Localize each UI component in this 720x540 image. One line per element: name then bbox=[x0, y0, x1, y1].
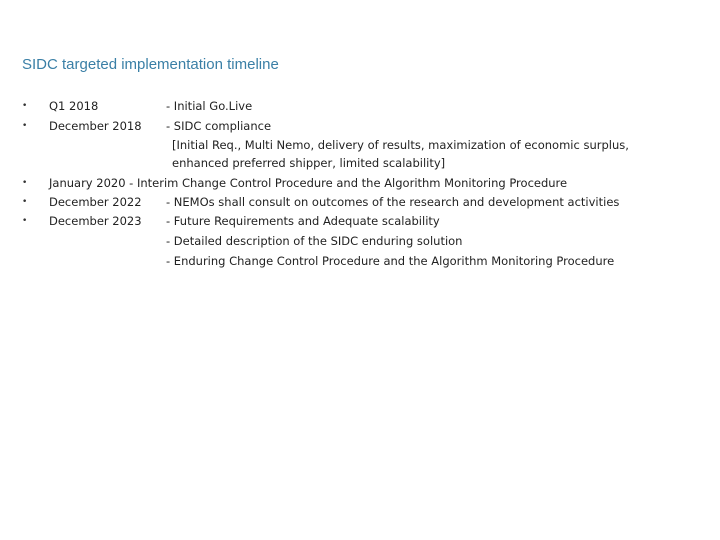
timeline-desc-sidc-compliance: - SIDC compliance bbox=[166, 119, 272, 133]
timeline-date-q1-2018: Q1 2018 bbox=[49, 99, 99, 113]
timeline-desc-future-requirements: - Future Requirements and Adequate scalability bbox=[166, 214, 440, 228]
timeline-desc-detailed-description: - Detailed description of the SIDC enduring solution bbox=[166, 234, 463, 248]
timeline-desc-nemos-consult: - NEMOs shall consult on outcomes of the research and development activities bbox=[166, 195, 620, 209]
bullet-5: • bbox=[22, 216, 28, 226]
timeline-desc-details-line-2: enhanced preferred shipper, limited scalability] bbox=[172, 156, 446, 170]
timeline-date-dec-2023: December 2023 bbox=[49, 214, 142, 228]
timeline-desc-details-line-1: [Initial Req., Multi Nemo, delivery of results, maximization of economic surplus, bbox=[172, 138, 629, 152]
timeline-desc-initial-golive: - Initial Go.Live bbox=[166, 99, 253, 113]
timeline-desc-enduring-procedure: - Enduring Change Control Procedure and the Algorithm Monitoring Procedure bbox=[166, 254, 615, 268]
bullet-2: • bbox=[22, 121, 28, 131]
bullet-1: • bbox=[22, 101, 28, 111]
timeline-date-dec-2018: December 2018 bbox=[49, 119, 142, 133]
timeline-date-dec-2022: December 2022 bbox=[49, 195, 142, 209]
timeline-row-jan-2020: January 2020 - Interim Change Control Procedure and the Algorithm Monitoring Procedure bbox=[49, 176, 568, 190]
bullet-3: • bbox=[22, 178, 28, 188]
page-title: SIDC targeted implementation timeline bbox=[22, 56, 279, 73]
bullet-4: • bbox=[22, 197, 28, 207]
